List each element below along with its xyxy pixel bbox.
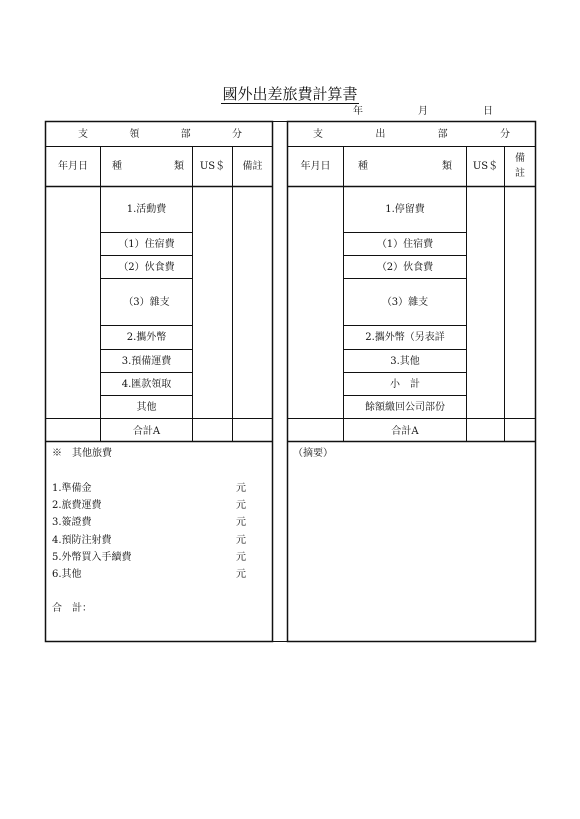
other-unit: 元 <box>236 483 246 494</box>
right-header-date: 年月日 <box>300 161 331 172</box>
right-item: （1）住宿費 <box>376 239 434 250</box>
document-title: 國外出差旅費計算書 <box>222 85 358 103</box>
left-header-type-char: 類 <box>174 161 184 172</box>
other-item: 3.簽證費 <box>52 517 92 528</box>
right-item: 3.其他 <box>390 356 420 367</box>
left-section-char: 分 <box>231 129 242 140</box>
left-item: （2）伙食費 <box>118 262 175 273</box>
right-item: 1.停留費 <box>385 204 425 215</box>
right-header-note-char: 備 <box>515 153 525 164</box>
right-section-char: 分 <box>499 129 510 140</box>
left-item: 其他 <box>136 402 157 413</box>
left-total: 合計A <box>132 426 161 437</box>
other-unit: 元 <box>236 535 246 546</box>
left-item: 2.攜外幣 <box>126 332 167 343</box>
date-year: 年 <box>353 106 363 117</box>
right-header-type-char: 種 <box>358 161 368 172</box>
other-unit: 元 <box>236 517 246 528</box>
right-header-note <box>505 151 535 181</box>
right-item: 2.攜外幣（另表詳 <box>365 332 445 343</box>
other-unit: 元 <box>236 500 246 511</box>
left-header-usd: US＄ <box>199 161 226 172</box>
other-item: 4.預防注射費 <box>52 535 112 546</box>
left-section-char: 支 <box>78 129 88 140</box>
other-item: 1.準備金 <box>52 483 92 494</box>
other-item: 5.外幣買入手續費 <box>52 552 132 563</box>
other-item: 6.其他 <box>52 569 82 580</box>
date-day: 日 <box>483 106 493 117</box>
right-header-note-char: 註 <box>515 168 525 179</box>
right-header-usd: US＄ <box>472 161 499 172</box>
right-section-char: 出 <box>375 129 386 140</box>
other-expenses-heading: ※ 其他旅費 <box>52 448 112 459</box>
left-item: 1.活動費 <box>126 204 167 215</box>
right-item: 小 計 <box>390 379 420 390</box>
right-section-header <box>313 128 510 141</box>
left-item: （3）雜支 <box>123 297 170 308</box>
left-header-type <box>112 160 184 173</box>
other-sum-label: 合 計： <box>52 603 92 614</box>
left-header-type-char: 種 <box>112 161 122 172</box>
left-section-header <box>78 128 242 141</box>
left-section-char: 部 <box>180 129 191 140</box>
left-item: 3.預備運費 <box>121 356 172 367</box>
left-item: （1）住宿費 <box>118 239 175 250</box>
other-item: 2.旅費運費 <box>52 500 102 511</box>
right-header-type-char: 類 <box>442 161 452 172</box>
left-section-char: 領 <box>129 129 140 140</box>
right-item: （3）雜支 <box>381 297 429 308</box>
other-unit: 元 <box>236 569 246 580</box>
summary-label: （摘要） <box>293 448 333 459</box>
right-header-type <box>358 160 452 173</box>
left-header-note: 備註 <box>242 161 263 172</box>
other-unit: 元 <box>236 552 246 563</box>
right-item: （2）伙食費 <box>376 262 434 273</box>
right-section-char: 部 <box>437 129 448 140</box>
date-month: 月 <box>418 106 428 117</box>
right-item: 餘額繳回公司部份 <box>365 402 445 413</box>
left-header-date: 年月日 <box>58 161 88 172</box>
left-item: 4.匯款領取 <box>121 379 172 390</box>
right-total: 合計A <box>391 426 419 437</box>
right-section-char: 支 <box>313 129 323 140</box>
